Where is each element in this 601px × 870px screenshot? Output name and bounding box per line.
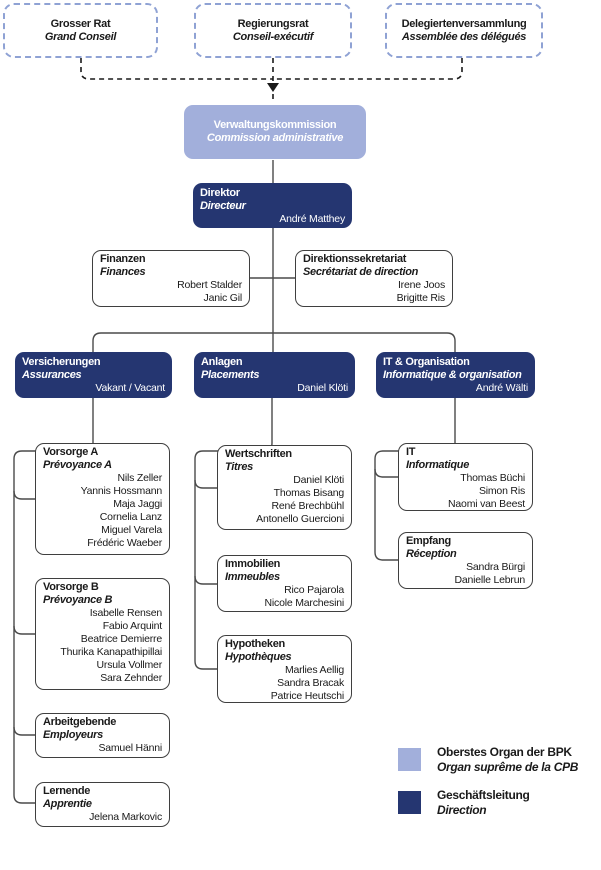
legend-label: Oberstes Organ der BPK (437, 745, 572, 759)
box-title: Direktionssekretariat (303, 253, 407, 265)
box-subtitle: Réception (406, 548, 457, 560)
box-subtitle: Directeur (200, 200, 246, 212)
person-name: Maja Jaggi (113, 498, 162, 510)
box-delegiertenversammlung (385, 3, 543, 58)
person-name: Simon Ris (478, 485, 525, 497)
person-name: Isabelle Rensen (89, 607, 162, 619)
box-title: Wertschriften (225, 448, 292, 460)
person-name: Samuel Hänni (98, 742, 162, 754)
legend-sublabel: Organ suprême de la CPB (437, 760, 579, 774)
person-names (303, 279, 445, 305)
box-title: Vorsorge B (43, 581, 99, 593)
box-title: Direktor (200, 187, 240, 199)
box-verwaltungskommission (184, 105, 366, 159)
box-title: Immobilien (225, 558, 281, 570)
box-title: IT & Organisation (383, 356, 470, 368)
person-names (225, 664, 344, 703)
person-names (43, 472, 162, 550)
person-names (100, 279, 242, 305)
person-name: Vakant / Vacant (95, 382, 165, 394)
box-title: Empfang (406, 535, 451, 547)
box-wertschriften (217, 445, 352, 530)
person-name: Miguel Varela (101, 524, 162, 536)
box-subtitle: Finances (100, 266, 146, 278)
box-subtitle: Informatique (406, 459, 470, 471)
box-subtitle: Placements (201, 369, 260, 381)
box-title: Versicherungen (22, 356, 101, 368)
person-name: André Wälti (475, 382, 528, 394)
person-name: Frédéric Waeber (87, 537, 162, 549)
person-name: Thomas Bisang (273, 487, 344, 499)
arrow-down-icon (267, 83, 279, 92)
person-name: Patrice Heutschi (270, 690, 344, 702)
person-name: Janic Gil (203, 292, 242, 304)
person-name: Sara Zehnder (100, 672, 162, 684)
box-anlagen (194, 352, 355, 398)
box-direktionssekretariat (295, 250, 453, 307)
box-subtitle: Titres (225, 461, 253, 473)
box-it-organisation (376, 352, 535, 398)
box-vorsorge-a (35, 443, 170, 555)
person-name: Jelena Markovic (89, 811, 162, 823)
box-subtitle: Grand Conseil (44, 30, 117, 43)
box-subtitle: Assemblée des délégués (401, 30, 527, 43)
person-name: Daniel Klöti (297, 382, 348, 394)
person-name: Thomas Büchi (460, 472, 525, 484)
legend-entry-oberstes-organ (437, 745, 578, 775)
box-it (398, 443, 533, 511)
legend-swatch-geschaeftsleitung (398, 791, 421, 814)
person-name: Danielle Lebrun (454, 574, 525, 586)
box-subtitle: Prévoyance A (43, 459, 112, 471)
person-names (406, 472, 525, 511)
box-subtitle: Secrétariat de direction (303, 266, 419, 278)
box-title: Delegiertenversammlung (401, 17, 527, 30)
box-subtitle: Apprentie (43, 798, 92, 810)
box-subtitle: Immeubles (225, 571, 280, 583)
box-title: IT (406, 446, 416, 458)
box-direktor (193, 183, 352, 228)
box-arbeitgebende (35, 713, 170, 758)
person-name: Cornelia Lanz (99, 511, 162, 523)
person-name: Rico Pajarola (284, 584, 344, 596)
person-names (43, 607, 162, 685)
person-name: Irene Joos (397, 279, 445, 291)
person-names (43, 811, 162, 824)
person-name: Brigitte Ris (396, 292, 445, 304)
legend-label: Geschäftsleitung (437, 788, 530, 802)
box-grosser-rat (3, 3, 158, 58)
person-name: Sandra Bracak (277, 677, 344, 689)
legend-sublabel: Direction (437, 803, 487, 817)
person-names (406, 561, 525, 587)
box-regierungsrat (194, 3, 352, 58)
person-names (225, 474, 344, 526)
box-immobilien (217, 555, 352, 612)
box-subtitle: Hypothèques (225, 651, 292, 663)
person-name: Marlies Aellig (284, 664, 344, 676)
person-name: Nils Zeller (117, 472, 162, 484)
box-lernende (35, 782, 170, 827)
person-name: Nicole Marchesini (264, 597, 344, 609)
box-subtitle: Assurances (22, 369, 82, 381)
legend-entry-geschaeftsleitung (437, 788, 530, 818)
person-name: Robert Stalder (177, 279, 242, 291)
person-name: Ursula Vollmer (96, 659, 162, 671)
person-name: Antonello Guercioni (256, 513, 344, 525)
person-name: Naomi van Beest (448, 498, 525, 510)
box-title: Vorsorge A (43, 446, 99, 458)
person-names (225, 584, 344, 610)
person-name: Yannis Hossmann (80, 485, 162, 497)
person-name: Beatrice Demierre (80, 633, 162, 645)
person-names (43, 742, 162, 755)
box-title: Lernende (43, 785, 91, 797)
person-name: Daniel Klöti (293, 474, 344, 486)
box-title: Verwaltungskommission (213, 119, 337, 131)
box-hypotheken (217, 635, 352, 703)
person-name: Thurika Kanapathipillai (60, 646, 162, 658)
box-title: Anlagen (201, 356, 243, 368)
box-empfang (398, 532, 533, 589)
person-name: Fabio Arquint (102, 620, 162, 632)
box-title: Finanzen (100, 253, 146, 265)
box-subtitle: Prévoyance B (43, 594, 113, 606)
box-subtitle: Commission administrative (206, 132, 344, 144)
person-name: André Matthey (279, 213, 345, 225)
box-subtitle: Conseil-exécutif (232, 30, 314, 43)
box-title: Regierungsrat (237, 17, 309, 30)
box-subtitle: Informatique & organisation (383, 369, 522, 381)
box-title: Grosser Rat (50, 17, 111, 30)
legend-swatch-oberstes-organ (398, 748, 421, 771)
person-name: René Brechbühl (271, 500, 344, 512)
box-vorsorge-b (35, 578, 170, 690)
box-finanzen (92, 250, 250, 307)
box-title: Arbeitgebende (43, 716, 117, 728)
box-subtitle: Employeurs (43, 729, 103, 741)
box-versicherungen (15, 352, 172, 398)
person-name: Sandra Bürgi (466, 561, 525, 573)
box-title: Hypotheken (225, 638, 285, 650)
